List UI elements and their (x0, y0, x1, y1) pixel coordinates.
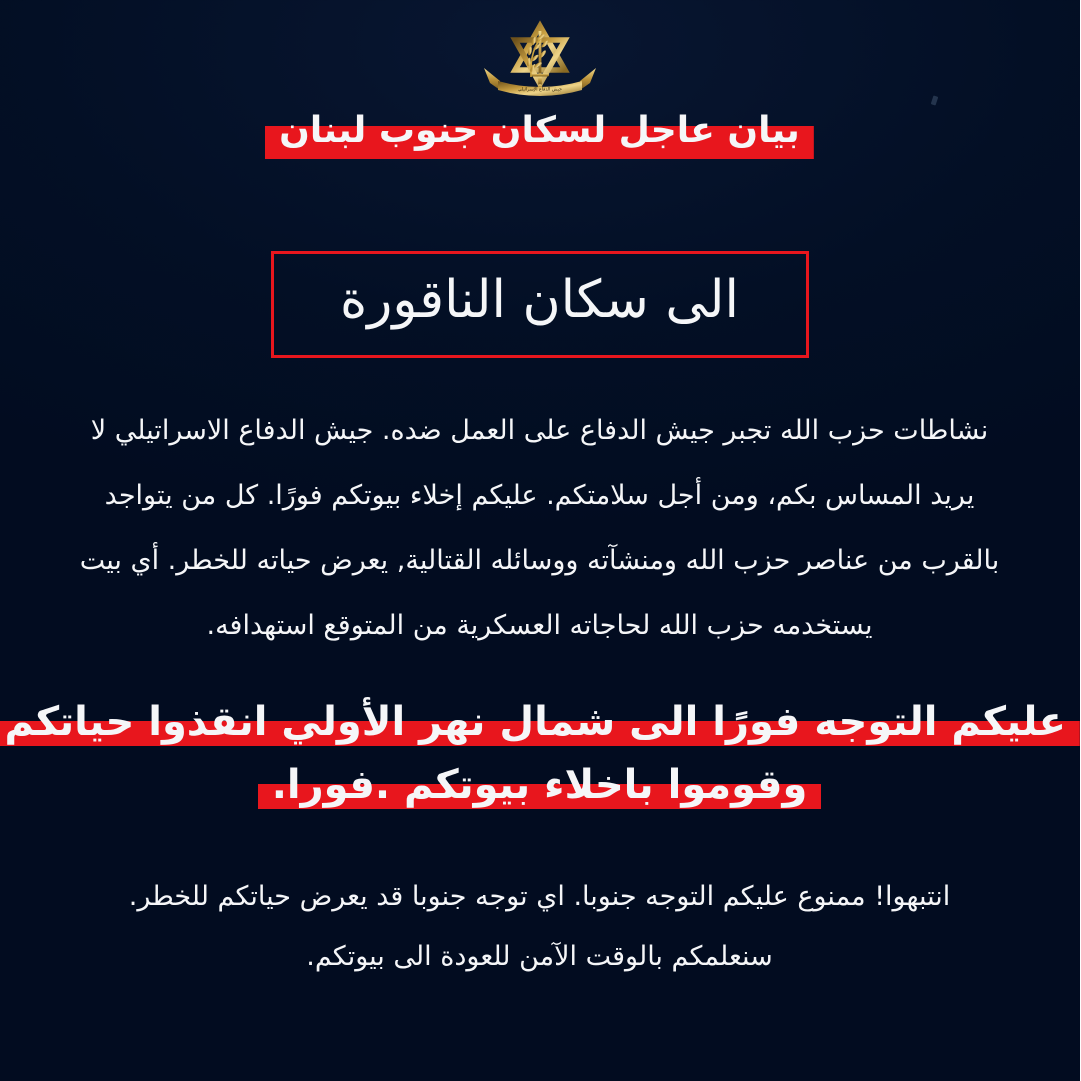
directive-line (0, 754, 1081, 817)
warning-line: انتبهوا! ممنوع عليكم التوجه جنوبا. اي توجه جنوبا قد يعرض حياتكم للخطر. (129, 881, 952, 912)
evacuation-directive (0, 691, 1081, 817)
recipient-box (272, 251, 810, 358)
image-artifact-speck (932, 95, 940, 105)
directive-line-text: عليكم التوجه فورًا الى شمال نهر الأولي انقذوا حياتكم (0, 691, 1081, 754)
ribbon-text: جيش الدفاع الإسرائيلي (518, 87, 563, 93)
directive-line (0, 691, 1081, 754)
statement-line: نشاطات حزب الله تجبر جيش الدفاع على العمل ضده. جيش الدفاع الاسراتيلي لا (91, 415, 990, 446)
directive-line-text: وقوموا باخلاء بيوتكم .فورا. (259, 754, 823, 817)
headline-text: بيان عاجل لسكان جنوب لبنان (266, 108, 815, 159)
recipient-title: الى سكان الناقورة (341, 269, 740, 330)
emblem-container (0, 0, 1081, 100)
statement-line: يريد المساس بكم، ومن أجل سلامتكم. عليكم إخلاء بيوتكم فورًا. كل من يتواجد (105, 480, 976, 511)
urgent-statement-headline (0, 108, 1081, 159)
idf-emblem-icon (480, 20, 602, 100)
statement-line: بالقرب من عناصر حزب الله ومنشآته ووسائله القتالية, يعرض حياته للخطر. أي بيت (80, 545, 1001, 576)
warning-paragraph (0, 867, 1081, 987)
statement-paragraph (0, 398, 1081, 658)
warning-line: سنعلمكم بالوقت الآمن للعودة الى بيوتكم. (307, 941, 774, 972)
statement-line: يستخدمه حزب الله لحاجاته العسكرية من المتوقع استهدافه. (207, 610, 874, 641)
